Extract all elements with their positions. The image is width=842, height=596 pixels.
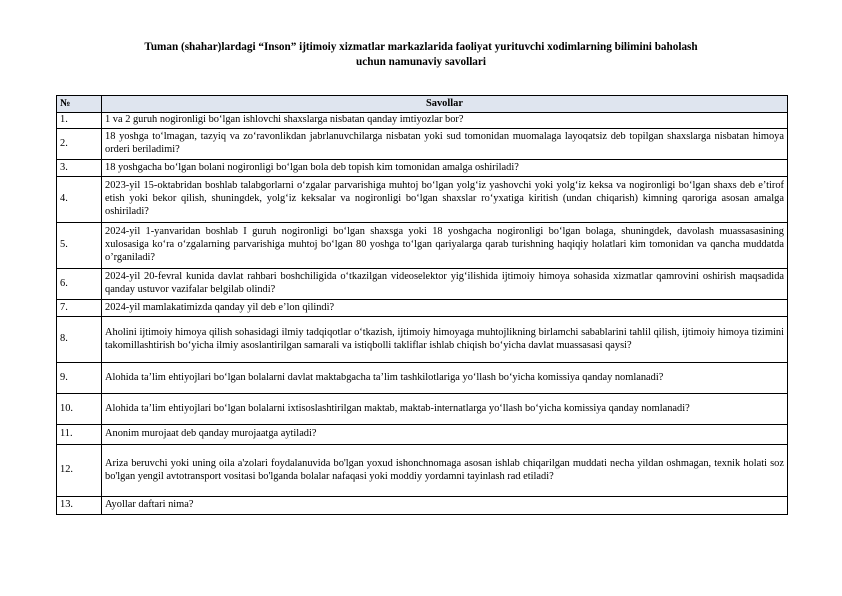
question-text: 18 yoshga to‘lmagan, tazyiq va zo‘ravonlikdan jabrlanuvchilarga nisbatan yoki sud tomonidan muomalaga layoqatsiz deb topilgan shaxslarga nisbatan himoya orderi beriladimi?: [102, 129, 788, 160]
question-text: Anonim murojaat deb qanday murojaatga aytiladi?: [102, 425, 788, 445]
document-title: [60, 40, 782, 70]
row-number: 7.: [57, 300, 102, 317]
row-number: 4.: [57, 177, 102, 223]
question-text: 2024-yil mamlakatimizda qanday yil deb e’lon qilindi?: [102, 300, 788, 317]
table-row: [57, 129, 788, 160]
question-text: Alohida ta’lim ehtiyojlari bo‘lgan bolalarni davlat maktabgacha ta’lim tashkilotlariga yo‘llash bo‘yicha komissiya qanday nomlanadi?: [102, 363, 788, 394]
row-number: 8.: [57, 317, 102, 363]
row-number: 9.: [57, 363, 102, 394]
table-row: [57, 425, 788, 445]
table-row: [57, 317, 788, 363]
row-number: 1.: [57, 113, 102, 129]
table-row: [57, 497, 788, 515]
table-row: [57, 445, 788, 497]
row-number: 5.: [57, 223, 102, 269]
row-number: 2.: [57, 129, 102, 160]
table-row: [57, 394, 788, 425]
table-row: [57, 300, 788, 317]
table-row: [57, 113, 788, 129]
document-title-line-1: Tuman (shahar)lardagi “Inson” ijtimoiy xizmatlar markazlarida faoliyat yurituvchi xodimlarning bilimini baholash: [144, 41, 698, 53]
question-text: Alohida ta’lim ehtiyojlari bo‘lgan bolalarni ixtisoslashtirilgan maktab, maktab-internatlarga yo‘llash bo‘yicha komissiya qanday nomlanadi?: [102, 394, 788, 425]
row-number: 12.: [57, 445, 102, 497]
question-text: 2023-yil 15-oktabridan boshlab talabgorlarni o‘zgalar parvarishiga muhtoj bo‘lgan yolg‘iz yashovchi yoki yolg‘iz keksa va nogironligi bo‘lgan shaxs deb e’tirof etish yoki bekor qilish, shuningdek, yolg‘iz keksalar va nogironligi bo‘lgan shaxslar ro‘yxatiga kiritish (undan chiqarish) kimning qaroriga asosan amalga oshiriladi?: [102, 177, 788, 223]
question-text: 2024-yil 1-yanvaridan boshlab I guruh nogironligi bo‘lgan shaxsga yoki 18 yoshgacha nogironligi bo‘lgan bolaga, shuningdek, davolash muassasasining xulosasiga ko‘ra o‘zgalarning parvarishiga muhtoj bo‘lgan 80 yoshga to‘lgan qariyalarga qarab turishning haqiqiy holatlari kim tomonidan va qancha muddatda o’rganiladi?: [102, 223, 788, 269]
question-text: 18 yoshgacha bo‘lgan bolani nogironligi bo‘lgan bola deb topish kim tomonidan amalga oshiriladi?: [102, 160, 788, 177]
question-text: Ayollar daftari nima?: [102, 497, 788, 515]
question-text: 1 va 2 guruh nogironligi bo‘lgan ishlovchi shaxslarga nisbatan qanday imtiyozlar bor?: [102, 113, 788, 129]
row-number: 3.: [57, 160, 102, 177]
table-row: [57, 160, 788, 177]
table-row: [57, 363, 788, 394]
row-number: 11.: [57, 425, 102, 445]
document-title-line-2: uchun namunaviy savollari: [356, 56, 486, 68]
row-number: 10.: [57, 394, 102, 425]
question-text: 2024-yil 20-fevral kunida davlat rahbari boshchiligida o‘tkazilgan videoselektor yig‘ilishida ijtimoiy himoya sohasida xizmatlar qamrovini oshirish maqsadida qanday ustuvor vazifalar belgilab olindi?: [102, 269, 788, 300]
table-row: [57, 269, 788, 300]
question-text: Ariza beruvchi yoki uning oila a'zolari foydalanuvida bo'lgan yoxud ishonchnomaga asosan ishlab chiqarilgan muddati necha yildan oshmagan, texnik holati soz bo'lgan yengil avtotransport vositasi bo'lganda bolalar nafaqasi yoki moddiy yordamni tayinlash rad etiladi?: [102, 445, 788, 497]
table-row: [57, 177, 788, 223]
column-header-number: №: [57, 96, 102, 113]
row-number: 13.: [57, 497, 102, 515]
table-header-row: [57, 96, 788, 113]
column-header-questions: Savollar: [102, 96, 788, 113]
questions-table: [56, 95, 788, 515]
question-text: Aholini ijtimoiy himoya qilish sohasidagi ilmiy tadqiqotlar o‘tkazish, ijtimoiy himoyaga muhtojlikning birlamchi sabablarini tahlil qilish, ijtimoiy himoya tizimini takomillashtirish bo‘yicha ilmiy asoslantirilgan samarali va istiqbolli takliflar ishlab chiqish bo‘yicha davlat muassasasi qaysi?: [102, 317, 788, 363]
row-number: 6.: [57, 269, 102, 300]
table-row: [57, 223, 788, 269]
